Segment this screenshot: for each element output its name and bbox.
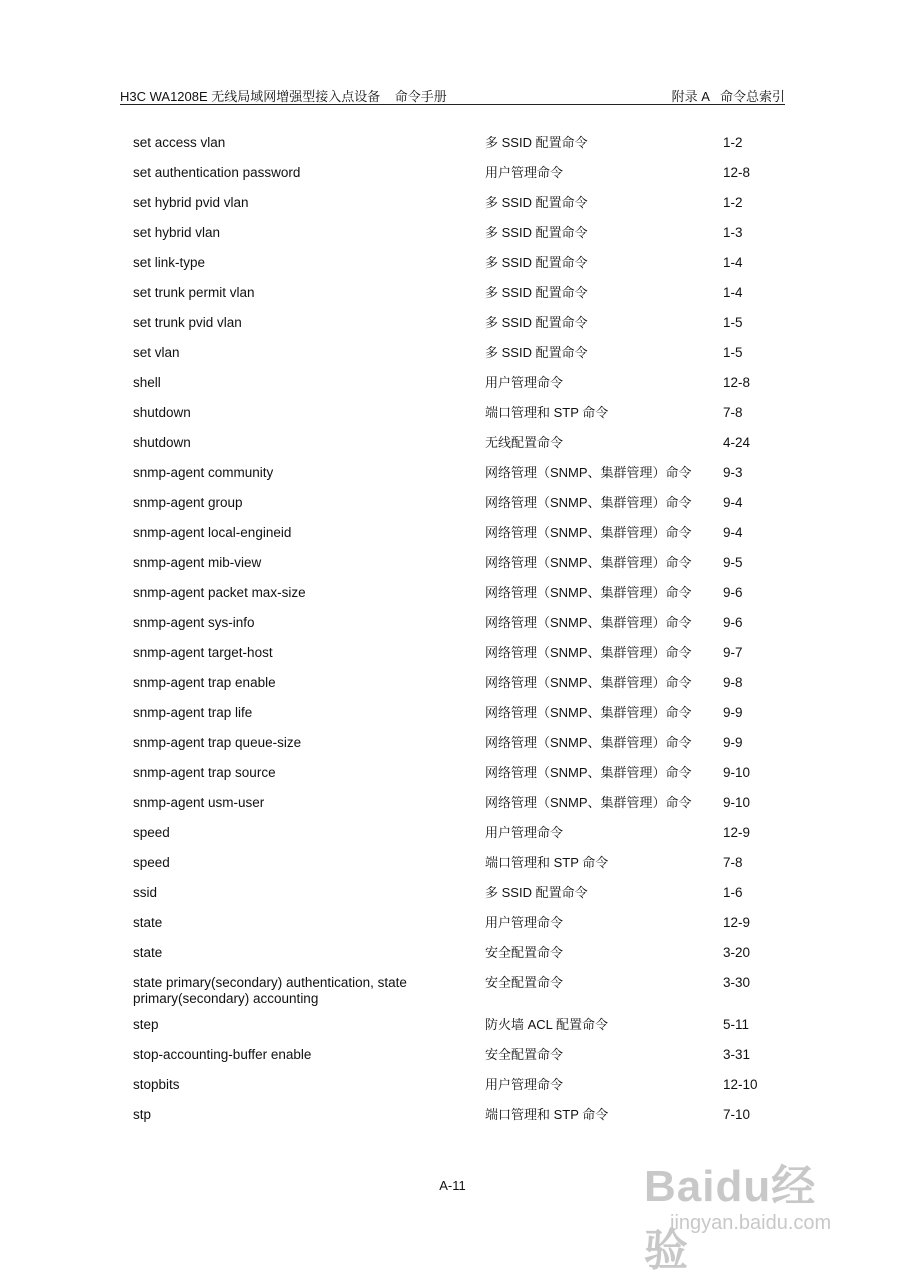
command-category: 端口管理和 STP 命令 (485, 1107, 609, 1122)
page-reference: 12-9 (723, 825, 751, 840)
page-reference: 1-2 (723, 195, 743, 210)
command-category: 用户管理命令 (485, 1077, 564, 1092)
table-row (133, 615, 773, 645)
command-name: snmp-agent usm-user (133, 795, 265, 810)
baidu-watermark (640, 1140, 860, 1275)
table-row (133, 885, 773, 915)
command-category: 防火墙 ACL 配置命令 (485, 1017, 609, 1032)
page-reference: 12-8 (723, 165, 751, 180)
command-category: 多 SSID 配置命令 (485, 885, 588, 900)
command-category: 安全配置命令 (485, 1047, 564, 1062)
command-name: snmp-agent local-engineid (133, 525, 292, 540)
page-reference: 12-8 (723, 375, 751, 390)
command-name: shutdown (133, 435, 191, 450)
page-reference: 9-3 (723, 465, 743, 480)
table-row (133, 285, 773, 315)
table-row (133, 1077, 773, 1107)
page-reference: 9-10 (723, 795, 751, 810)
command-category: 多 SSID 配置命令 (485, 255, 588, 270)
command-category: 多 SSID 配置命令 (485, 315, 588, 330)
page-reference: 9-9 (723, 705, 743, 720)
command-name: snmp-agent mib-view (133, 555, 262, 570)
command-name: shutdown (133, 405, 191, 420)
table-row (133, 255, 773, 285)
table-row (133, 195, 773, 225)
command-category: 网络管理（SNMP、集群管理）命令 (485, 795, 692, 810)
command-category: 网络管理（SNMP、集群管理）命令 (485, 585, 692, 600)
page-reference: 9-7 (723, 645, 743, 660)
table-row (133, 1047, 773, 1077)
table-row (133, 825, 773, 855)
table-row (133, 675, 773, 705)
page-reference: 4-24 (723, 435, 751, 450)
command-category: 端口管理和 STP 命令 (485, 855, 609, 870)
table-row (133, 525, 773, 555)
header-section: 附录 A 命令总索引 (671, 89, 785, 104)
page-reference: 9-4 (723, 525, 743, 540)
command-name: set hybrid vlan (133, 225, 221, 240)
command-category: 用户管理命令 (485, 165, 564, 180)
table-row (133, 1107, 773, 1137)
command-category: 多 SSID 配置命令 (485, 285, 588, 300)
command-name: set vlan (133, 345, 180, 360)
command-name: set hybrid pvid vlan (133, 195, 249, 210)
page-reference: 3-30 (723, 975, 751, 990)
table-row (133, 795, 773, 825)
page-reference: 9-6 (723, 585, 743, 600)
table-row (133, 585, 773, 615)
watermark-site: jingyan.baidu.com (670, 1212, 832, 1234)
table-row (133, 495, 773, 525)
table-row (133, 855, 773, 885)
page-reference: 3-31 (723, 1047, 751, 1062)
page-reference: 7-8 (723, 405, 743, 420)
page-reference: 9-10 (723, 765, 751, 780)
page-reference: 1-3 (723, 225, 743, 240)
command-category: 网络管理（SNMP、集群管理）命令 (485, 675, 692, 690)
command-category: 用户管理命令 (485, 825, 564, 840)
table-row (133, 135, 773, 165)
table-row (133, 705, 773, 735)
page-reference: 1-5 (723, 315, 743, 330)
header-title: H3C WA1208E 无线局域网增强型接入点设备 命令手册 (120, 89, 447, 104)
command-index-table (133, 135, 773, 1137)
page-reference: 9-4 (723, 495, 743, 510)
command-category: 无线配置命令 (485, 435, 564, 450)
command-name: snmp-agent trap life (133, 705, 253, 720)
command-name: stopbits (133, 1077, 180, 1092)
command-category: 用户管理命令 (485, 915, 564, 930)
command-category: 网络管理（SNMP、集群管理）命令 (485, 555, 692, 570)
command-category: 网络管理（SNMP、集群管理）命令 (485, 645, 692, 660)
command-name: set trunk pvid vlan (133, 315, 242, 330)
command-name: state (133, 915, 163, 930)
table-row (133, 315, 773, 345)
page-reference: 9-6 (723, 615, 743, 630)
table-row (133, 555, 773, 585)
table-row (133, 1017, 773, 1047)
command-name: snmp-agent trap source (133, 765, 276, 780)
page-reference: 5-11 (723, 1017, 750, 1032)
command-name: set authentication password (133, 165, 301, 180)
table-row (133, 345, 773, 375)
command-category: 多 SSID 配置命令 (485, 135, 588, 150)
command-category: 安全配置命令 (485, 975, 564, 990)
command-name: snmp-agent sys-info (133, 615, 255, 630)
command-category: 网络管理（SNMP、集群管理）命令 (485, 525, 692, 540)
table-row (133, 945, 773, 975)
command-name: speed (133, 855, 170, 870)
command-category: 网络管理（SNMP、集群管理）命令 (485, 495, 692, 510)
table-row (133, 915, 773, 945)
page-reference: 1-2 (723, 135, 743, 150)
table-row (133, 765, 773, 795)
command-name: snmp-agent trap queue-size (133, 735, 302, 750)
page-reference: 12-9 (723, 915, 751, 930)
table-row (133, 165, 773, 195)
table-row (133, 975, 773, 1017)
command-name: step (133, 1017, 159, 1032)
page-reference: 7-10 (723, 1107, 751, 1122)
table-row (133, 375, 773, 405)
command-name: set link-type (133, 255, 206, 270)
page-reference: 1-4 (723, 285, 743, 300)
page-reference: 7-8 (723, 855, 743, 870)
table-row (133, 645, 773, 675)
table-row (133, 435, 773, 465)
command-name: snmp-agent trap enable (133, 675, 276, 690)
command-category: 网络管理（SNMP、集群管理）命令 (485, 705, 692, 720)
command-name: stop-accounting-buffer enable (133, 1047, 312, 1062)
command-name: snmp-agent group (133, 495, 243, 510)
command-name: state primary(secondary) authentication, state primary(secondary) accounting (133, 975, 407, 1006)
command-category: 多 SSID 配置命令 (485, 225, 588, 240)
table-row (133, 735, 773, 765)
page-reference: 9-9 (723, 735, 743, 750)
table-row (133, 225, 773, 255)
command-name: stp (133, 1107, 152, 1122)
command-category: 网络管理（SNMP、集群管理）命令 (485, 765, 692, 780)
page-reference: 1-4 (723, 255, 743, 270)
command-category: 网络管理（SNMP、集群管理）命令 (485, 735, 692, 750)
table-row (133, 465, 773, 495)
page-reference: 9-8 (723, 675, 743, 690)
command-name: ssid (133, 885, 158, 900)
command-name: set trunk permit vlan (133, 285, 255, 300)
command-name: snmp-agent target-host (133, 645, 273, 660)
command-category: 用户管理命令 (485, 375, 564, 390)
page-reference: 1-5 (723, 345, 743, 360)
command-name: shell (133, 375, 161, 390)
command-name: speed (133, 825, 170, 840)
command-name: snmp-agent packet max-size (133, 585, 306, 600)
command-category: 安全配置命令 (485, 945, 564, 960)
command-name: state (133, 945, 163, 960)
command-category: 网络管理（SNMP、集群管理）命令 (485, 465, 692, 480)
command-category: 端口管理和 STP 命令 (485, 405, 609, 420)
page-header (120, 86, 785, 105)
baidu-logo: Baidu经验 (644, 1162, 817, 1275)
page-reference: 1-6 (723, 885, 743, 900)
command-category: 网络管理（SNMP、集群管理）命令 (485, 615, 692, 630)
command-name: snmp-agent community (133, 465, 274, 480)
command-category: 多 SSID 配置命令 (485, 195, 588, 210)
command-category: 多 SSID 配置命令 (485, 345, 588, 360)
page-number: A-11 (439, 1178, 466, 1193)
page-reference: 3-20 (723, 945, 751, 960)
page-reference: 12-10 (723, 1077, 758, 1092)
command-name: set access vlan (133, 135, 226, 150)
table-row (133, 405, 773, 435)
page-reference: 9-5 (723, 555, 743, 570)
